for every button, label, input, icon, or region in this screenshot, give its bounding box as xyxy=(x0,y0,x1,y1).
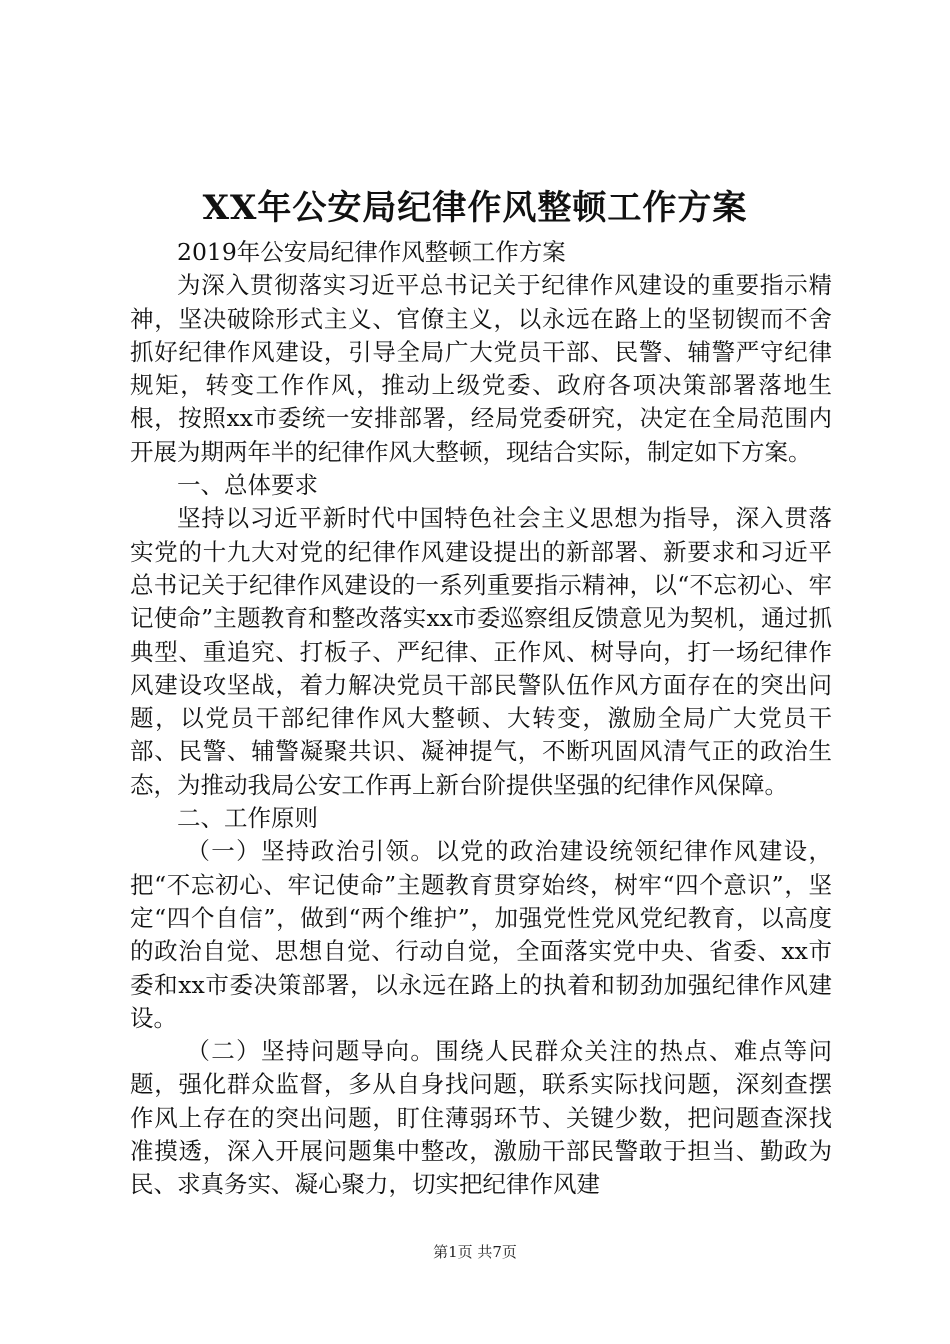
paragraph-intro: 为深入贯彻落实习近平总书记关于纪律作风建设的重要指示精神，坚决破除形式主义、官僚主义，以永远在路上的坚韧锲而不舍抓好纪律作风建设，引导全局广大党员干部、民警、辅警严守纪律规矩，转变工作作风，推动上级党委、政府各项决策部署落地生根，按照xx市委统一安排部署，经局党委研究，决定在全局范围内开展为期两年半的纪律作风大整顿，现结合实际，制定如下方案。 xyxy=(130,271,832,466)
document-body xyxy=(130,236,832,1202)
page-footer: 第1页 共7页 xyxy=(433,1243,517,1261)
paragraph-principle-2: （二）坚持问题导向。围绕人民群众关注的热点、难点等问题，强化群众监督，多从自身找问题，联系实际找问题，深刻查摆作风上存在的突出问题，盯住薄弱环节、关键少数，把问题查深找准摸透，深入开展问题集中整改，激励干部民警敢于担当、勤政为民、求真务实、凝心聚力，切实把纪律作风建 xyxy=(130,1037,832,1199)
paragraph-general-requirements: 坚持以习近平新时代中国特色社会主义思想为指导，深入贯落实党的十九大对党的纪律作风建设提出的新部署、新要求和习近平总书记关于纪律作风建设的一系列重要指示精神，以“不忘初心、牢记使命”主题教育和整改落实xx市委巡察组反馈意见为契机，通过抓典型、重追究、打板子、严纪律、正作风、树导向，打一场纪律作风建设攻坚战，着力解决党员干部民警队伍作风方面存在的突出问题，以党员干部纪律作风大整顿、大转变，激励全局广大党员干部、民警、辅警凝聚共识、凝神提气，不断巩固风清气正的政治生态，为推动我局公安工作再上新台阶提供坚强的纪律作风保障。 xyxy=(130,504,832,799)
section-heading-general-requirements: 一、总体要求 xyxy=(177,471,318,500)
section-heading-work-principles: 二、工作原则 xyxy=(177,804,318,833)
paragraph-principle-1: （一）坚持政治引领。以党的政治建设统领纪律作风建设，把“不忘初心、牢记使命”主题教育贯穿始终，树牢“四个意识”，坚定“四个自信”，做到“两个维护”，加强党性党风党纪教育，以高度的政治自觉、思想自觉、行动自觉，全面落实党中央、省委、xx市委和xx市委决策部署，以永远在路上的执着和韧劲加强纪律作风建设。 xyxy=(130,837,832,1032)
document-title: XX年公安局纪律作风整顿工作方案 xyxy=(202,188,748,228)
document-subtitle: 2019年公安局纪律作风整顿工作方案 xyxy=(177,238,566,266)
